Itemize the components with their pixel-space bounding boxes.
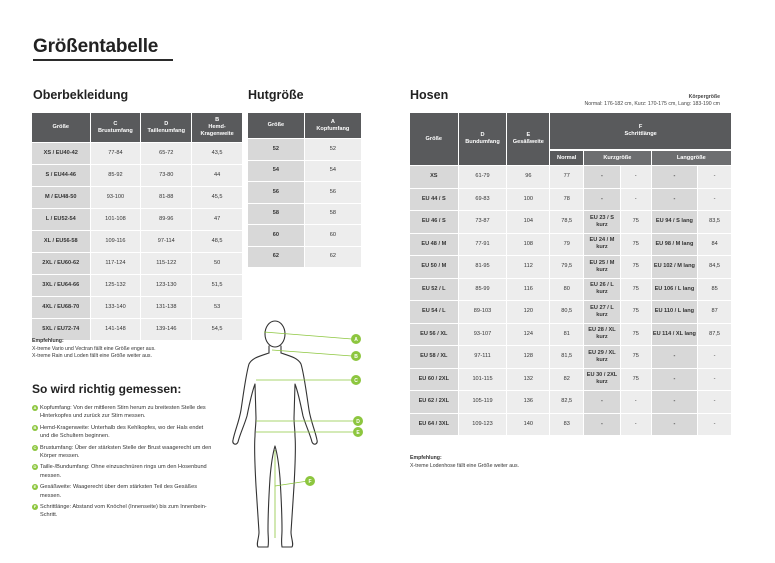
kragenweite-cell: 50 xyxy=(192,253,242,274)
kurzgroesse-size-cell: EU 23 / S kurz xyxy=(584,211,620,233)
size-cell: EU 54 / L xyxy=(410,301,458,323)
badge-f-label: F xyxy=(308,479,312,485)
size-cell: 2XL / EU60-62 xyxy=(32,253,90,274)
table-row xyxy=(248,139,361,160)
measure-item xyxy=(32,424,212,441)
kurzgroesse-value-cell: 75 xyxy=(621,279,651,301)
hosen-table xyxy=(409,112,732,436)
kurzgroesse-value-cell: 75 xyxy=(621,369,651,391)
size-cell: S / EU44-46 xyxy=(32,165,90,186)
langgroesse-value-cell: 87 xyxy=(698,301,731,323)
kurzgroesse-size-cell: EU 28 / XL kurz xyxy=(584,324,620,346)
measure-text: Gesäßweite: Waagerecht über dem stärksten Teil des Gesäßes messen. xyxy=(40,484,198,499)
langgroesse-size-cell: - xyxy=(652,166,698,188)
table-row xyxy=(410,391,731,413)
gesaessweite-cell: 96 xyxy=(507,166,549,188)
kurzgroesse-size-cell: - xyxy=(584,189,620,211)
oberbekleidung-note: Empfehlung: X-treme Vario und Vectran fällt eine Größe enger aus. X-treme Rain und Loden fällt eine Größe weiter aus. xyxy=(32,338,156,360)
langgroesse-size-cell: EU 94 / S lang xyxy=(652,211,698,233)
kopfumfang-cell: 52 xyxy=(305,139,361,160)
measure-item xyxy=(32,463,212,480)
badge-a-label: A xyxy=(354,337,358,343)
measure-item xyxy=(32,404,212,421)
measure-text: Hemd-Kragenweite: Unterhalb des Kehlkopfes, wo der Hals endet und die Schultern beginnen. xyxy=(40,424,204,440)
title-underline xyxy=(33,59,173,61)
langgroesse-value-cell: - xyxy=(698,391,731,413)
hutgroesse-heading: Hutgröße xyxy=(248,88,304,102)
measure-badge-icon: C xyxy=(33,444,37,450)
bundumfang-cell: 93-107 xyxy=(459,324,507,346)
size-cell: 52 xyxy=(248,139,304,160)
table-row xyxy=(32,165,242,186)
col-header-taillenumfang: D Taillenumfang xyxy=(141,113,191,142)
measure-text: Brustumfang: Über der stärksten Stelle der Brust waagerecht um den Körper messen. xyxy=(40,444,212,459)
kurzgroesse-value-cell: 75 xyxy=(621,256,651,278)
body-figure xyxy=(212,318,372,563)
kopfumfang-cell: 62 xyxy=(305,247,361,268)
measure-badge-icon: F xyxy=(33,503,37,509)
table-row xyxy=(32,319,242,340)
langgroesse-size-cell: - xyxy=(652,369,698,391)
size-cell: 4XL / EU68-70 xyxy=(32,297,90,318)
size-cell: XL / EU56-58 xyxy=(32,231,90,252)
gesaessweite-cell: 112 xyxy=(507,256,549,278)
table-row xyxy=(410,369,731,391)
size-cell: EU 58 / XL xyxy=(410,346,458,368)
size-cell: XS xyxy=(410,166,458,188)
col-header-normal: Normal xyxy=(550,151,583,165)
col-header-size: Größe xyxy=(410,113,458,165)
normal-cell: 81 xyxy=(550,324,583,346)
kragenweite-cell: 48,5 xyxy=(192,231,242,252)
taillenumfang-cell: 65-72 xyxy=(141,143,191,164)
table-row xyxy=(248,182,361,203)
col-header-schrittlaenge: F Schrittlänge xyxy=(550,113,731,149)
size-cell: 58 xyxy=(248,204,304,225)
kurzgroesse-value-cell: - xyxy=(621,391,651,413)
bundumfang-cell: 97-111 xyxy=(459,346,507,368)
table-row xyxy=(410,166,731,188)
langgroesse-size-cell: - xyxy=(652,391,698,413)
table-row xyxy=(410,324,731,346)
size-cell: 56 xyxy=(248,182,304,203)
measure-item xyxy=(32,503,212,520)
table-row xyxy=(248,204,361,225)
kopfumfang-cell: 58 xyxy=(305,204,361,225)
gesaessweite-cell: 132 xyxy=(507,369,549,391)
size-cell: EU 46 / S xyxy=(410,211,458,233)
normal-cell: 78 xyxy=(550,189,583,211)
bundumfang-cell: 73-87 xyxy=(459,211,507,233)
size-cell: EU 64 / 3XL xyxy=(410,414,458,436)
hosen-heading: Hosen xyxy=(410,88,449,102)
measure-text: Taille-/Bundumfang: Ohne einzuschnüren rings um den Hosenbund messen. xyxy=(40,464,207,479)
col-header-size: Größe xyxy=(32,113,90,142)
measure-item xyxy=(32,483,212,500)
size-cell: EU 48 / M xyxy=(410,234,458,256)
size-cell: EU 62 / 2XL xyxy=(410,391,458,413)
kopfumfang-cell: 54 xyxy=(305,161,361,182)
kurzgroesse-size-cell: EU 29 / XL kurz xyxy=(584,346,620,368)
table-row xyxy=(248,161,361,182)
langgroesse-value-cell: - xyxy=(698,414,731,436)
size-cell: M / EU48-50 xyxy=(32,187,90,208)
langgroesse-value-cell: - xyxy=(698,189,731,211)
measure-item xyxy=(32,444,212,461)
table-row xyxy=(248,247,361,268)
badge-e-label: E xyxy=(356,430,360,436)
langgroesse-value-cell: 85 xyxy=(698,279,731,301)
bundumfang-cell: 85-99 xyxy=(459,279,507,301)
langgroesse-value-cell: - xyxy=(698,166,731,188)
table-row xyxy=(410,211,731,233)
langgroesse-size-cell: - xyxy=(652,414,698,436)
brustumfang-cell: 93-100 xyxy=(91,187,141,208)
langgroesse-value-cell: 84 xyxy=(698,234,731,256)
table-row xyxy=(248,225,361,246)
gesaessweite-cell: 140 xyxy=(507,414,549,436)
measure-text: Schrittlänge: Abstand vom Knöchel (Innenseite) bis zum Innenbein-Schritt. xyxy=(40,503,207,519)
col-header-gesaessweite: E Gesäßweite xyxy=(507,113,549,165)
brustumfang-cell: 109-116 xyxy=(91,231,141,252)
col-header-brustumfang: C Brustumfang xyxy=(91,113,141,142)
taillenumfang-cell: 89-96 xyxy=(141,209,191,230)
measure-badge-icon: E xyxy=(33,484,37,490)
kurzgroesse-size-cell: EU 26 / L kurz xyxy=(584,279,620,301)
size-cell: EU 50 / M xyxy=(410,256,458,278)
langgroesse-size-cell: EU 110 / L lang xyxy=(652,301,698,323)
table-row xyxy=(410,279,731,301)
table-row xyxy=(32,253,242,274)
table-row xyxy=(32,275,242,296)
size-cell: EU 52 / L xyxy=(410,279,458,301)
kragenweite-cell: 54,5 xyxy=(192,319,242,340)
oberbekleidung-table xyxy=(31,112,243,341)
table-row xyxy=(410,346,731,368)
line-b xyxy=(272,350,352,356)
bundumfang-cell: 69-83 xyxy=(459,189,507,211)
kragenweite-cell: 47 xyxy=(192,209,242,230)
gesaessweite-cell: 104 xyxy=(507,211,549,233)
gesaessweite-cell: 108 xyxy=(507,234,549,256)
table-row xyxy=(410,256,731,278)
line-a xyxy=(264,332,352,339)
bundumfang-cell: 61-79 xyxy=(459,166,507,188)
col-header-kopfumfang: A Kopfumfang xyxy=(305,113,361,138)
gesaessweite-cell: 116 xyxy=(507,279,549,301)
table-row xyxy=(410,234,731,256)
langgroesse-size-cell: EU 98 / M lang xyxy=(652,234,698,256)
oberbekleidung-heading: Oberbekleidung xyxy=(33,88,129,102)
measure-text: Kopfumfang: Von der mittleren Stirn herum zu breitesten Stelle des Hinterkopfes und zurück zur Stirn messen. xyxy=(40,405,206,420)
gesaessweite-cell: 100 xyxy=(507,189,549,211)
taillenumfang-cell: 131-138 xyxy=(141,297,191,318)
normal-cell: 80 xyxy=(550,279,583,301)
kragenweite-cell: 51,5 xyxy=(192,275,242,296)
taillenumfang-cell: 81-88 xyxy=(141,187,191,208)
bundumfang-cell: 109-123 xyxy=(459,414,507,436)
measure-lines xyxy=(256,332,354,538)
size-cell: L / EU52-54 xyxy=(32,209,90,230)
normal-cell: 81,5 xyxy=(550,346,583,368)
measure-badge-icon: D xyxy=(33,464,37,470)
normal-cell: 79 xyxy=(550,234,583,256)
kurzgroesse-value-cell: - xyxy=(621,166,651,188)
size-cell: EU 44 / S xyxy=(410,189,458,211)
koerpergroesse-info: Körpergröße Normal: 176-182 cm, Kurz: 170-175 cm, Lang: 183-190 cm xyxy=(584,94,720,108)
kragenweite-cell: 43,5 xyxy=(192,143,242,164)
badge-b-label: B xyxy=(354,354,358,360)
kurzgroesse-value-cell: 75 xyxy=(621,211,651,233)
kurzgroesse-size-cell: - xyxy=(584,414,620,436)
brustumfang-cell: 77-84 xyxy=(91,143,141,164)
table-row xyxy=(410,301,731,323)
size-cell: 5XL / EU72-74 xyxy=(32,319,90,340)
size-cell: 60 xyxy=(248,225,304,246)
normal-cell: 82,5 xyxy=(550,391,583,413)
taillenumfang-cell: 115-122 xyxy=(141,253,191,274)
kragenweite-cell: 45,5 xyxy=(192,187,242,208)
size-cell: 54 xyxy=(248,161,304,182)
kopfumfang-cell: 56 xyxy=(305,182,361,203)
brustumfang-cell: 101-108 xyxy=(91,209,141,230)
size-cell: XS / EU40-42 xyxy=(32,143,90,164)
gesaessweite-cell: 120 xyxy=(507,301,549,323)
kurzgroesse-size-cell: EU 25 / M kurz xyxy=(584,256,620,278)
measure-badge-icon: A xyxy=(33,405,37,410)
brustumfang-cell: 125-132 xyxy=(91,275,141,296)
kragenweite-cell: 53 xyxy=(192,297,242,318)
gesaessweite-cell: 124 xyxy=(507,324,549,346)
normal-cell: 79,5 xyxy=(550,256,583,278)
normal-cell: 83 xyxy=(550,414,583,436)
langgroesse-value-cell: 87,5 xyxy=(698,324,731,346)
normal-cell: 80,5 xyxy=(550,301,583,323)
size-cell: EU 56 / XL xyxy=(410,324,458,346)
brustumfang-cell: 85-92 xyxy=(91,165,141,186)
brustumfang-cell: 117-124 xyxy=(91,253,141,274)
kurzgroesse-value-cell: - xyxy=(621,414,651,436)
brustumfang-cell: 133-140 xyxy=(91,297,141,318)
size-cell: EU 60 / 2XL xyxy=(410,369,458,391)
kragenweite-cell: 44 xyxy=(192,165,242,186)
kurzgroesse-value-cell: 75 xyxy=(621,234,651,256)
col-header-kurzgroesse: Kurzgröße xyxy=(584,151,651,165)
langgroesse-size-cell: - xyxy=(652,189,698,211)
normal-cell: 82 xyxy=(550,369,583,391)
table-row xyxy=(410,414,731,436)
kurzgroesse-value-cell: - xyxy=(621,189,651,211)
col-header-kragenweite: B Hemd-Kragenweite xyxy=(192,113,242,142)
table-row xyxy=(32,297,242,318)
langgroesse-value-cell: - xyxy=(698,346,731,368)
taillenumfang-cell: 97-114 xyxy=(141,231,191,252)
bundumfang-cell: 77-91 xyxy=(459,234,507,256)
kurzgroesse-size-cell: EU 24 / M kurz xyxy=(584,234,620,256)
bundumfang-cell: 81-95 xyxy=(459,256,507,278)
col-header-bundumfang: D Bundumfang xyxy=(459,113,507,165)
kurzgroesse-value-cell: 75 xyxy=(621,346,651,368)
bundumfang-cell: 105-119 xyxy=(459,391,507,413)
bundumfang-cell: 101-115 xyxy=(459,369,507,391)
taillenumfang-cell: 123-130 xyxy=(141,275,191,296)
measure-heading: So wird richtig gemessen: xyxy=(32,382,182,396)
bundumfang-cell: 89-103 xyxy=(459,301,507,323)
hosen-note: Empfehlung: X-treme Lodenhose fällt eine Größe weiter aus. xyxy=(410,455,519,469)
measure-badge-icon: B xyxy=(33,424,37,430)
kopfumfang-cell: 60 xyxy=(305,225,361,246)
gesaessweite-cell: 128 xyxy=(507,346,549,368)
langgroesse-value-cell: - xyxy=(698,369,731,391)
kurzgroesse-size-cell: - xyxy=(584,166,620,188)
size-cell: 3XL / EU64-66 xyxy=(32,275,90,296)
langgroesse-value-cell: 83,5 xyxy=(698,211,731,233)
table-row xyxy=(410,189,731,211)
col-header-size: Größe xyxy=(248,113,304,138)
col-header-langgroesse: Langgröße xyxy=(652,151,731,165)
taillenumfang-cell: 73-80 xyxy=(141,165,191,186)
table-row xyxy=(32,187,242,208)
langgroesse-size-cell: - xyxy=(652,346,698,368)
hutgroesse-table xyxy=(247,112,362,268)
taillenumfang-cell: 139-146 xyxy=(141,319,191,340)
langgroesse-size-cell: EU 114 / XL lang xyxy=(652,324,698,346)
kurzgroesse-size-cell: - xyxy=(584,391,620,413)
kurzgroesse-value-cell: 75 xyxy=(621,324,651,346)
gesaessweite-cell: 136 xyxy=(507,391,549,413)
langgroesse-size-cell: EU 102 / M lang xyxy=(652,256,698,278)
badge-d-label: D xyxy=(356,419,360,425)
table-row xyxy=(32,231,242,252)
kurzgroesse-size-cell: EU 27 / L kurz xyxy=(584,301,620,323)
brustumfang-cell: 141-148 xyxy=(91,319,141,340)
kurzgroesse-value-cell: 75 xyxy=(621,301,651,323)
badge-c-label: C xyxy=(354,378,358,384)
measure-instructions xyxy=(32,404,212,523)
table-row xyxy=(32,209,242,230)
langgroesse-value-cell: 84,5 xyxy=(698,256,731,278)
kurzgroesse-size-cell: EU 30 / 2XL kurz xyxy=(584,369,620,391)
page-title: Größentabelle xyxy=(33,36,159,57)
normal-cell: 77 xyxy=(550,166,583,188)
normal-cell: 78,5 xyxy=(550,211,583,233)
table-row xyxy=(32,143,242,164)
langgroesse-size-cell: EU 106 / L lang xyxy=(652,279,698,301)
size-cell: 62 xyxy=(248,247,304,268)
